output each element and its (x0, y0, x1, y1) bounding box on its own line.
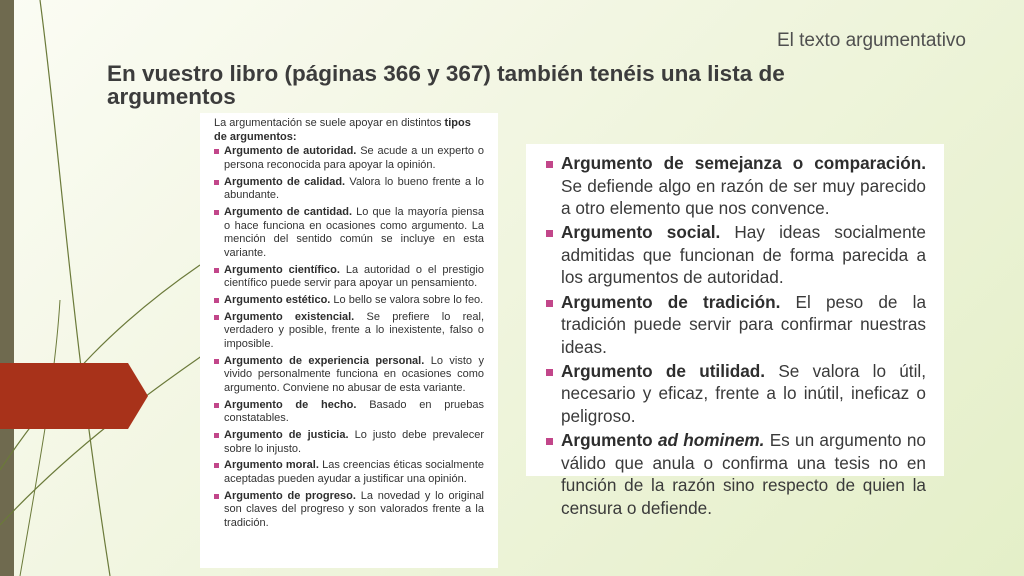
bullet-icon (214, 210, 219, 215)
argument-term: Argumento de semejanza o comparación. (561, 153, 926, 173)
bullet-icon (546, 438, 553, 445)
list-item (214, 459, 484, 486)
left-argument-list (214, 145, 484, 530)
list-item (214, 145, 484, 172)
bullet-icon (214, 433, 219, 438)
argument-description: Se valora lo útil, necesario y eficaz, frente a lo inútil, ineficaz o peligroso. (561, 360, 926, 427)
bullet-icon (214, 359, 219, 364)
list-item (214, 294, 484, 308)
argument-description: Las creencias éticas socialmente aceptadas pueden ayudar a justificar una opinión. (224, 459, 484, 485)
bullet-icon (546, 369, 553, 376)
argument-term: Argumento (561, 430, 658, 451)
bullet-icon (546, 300, 553, 307)
bullet-icon (214, 463, 219, 468)
argument-description: Lo justo debe prevalecer sobre lo injusto. (224, 428, 484, 455)
argument-types-image-left (200, 113, 498, 568)
slide-subtitle: El texto argumentativo (776, 30, 966, 51)
argument-description: Lo visto y vivido personalmente funciona en ocasiones como argumento. Conviene no abusar de esta variante. (224, 354, 484, 394)
argument-description: Lo bello se valora sobre lo feo. (330, 293, 484, 306)
argument-term: Argumento de autoridad. (224, 145, 357, 158)
list-item (214, 355, 484, 396)
list-item (546, 221, 926, 289)
argument-description: La novedad y lo original son claves del progreso y son valorados frente a la tradición. (224, 489, 485, 529)
list-item (214, 264, 484, 291)
argument-description: Se prefiere lo real, verdadero y posible, frente a lo inexistente, falso o imposible. (224, 310, 484, 350)
argument-description: Hay ideas socialmente admitidas que funcionan de forma parecida a los argumentos de autoridad. (561, 222, 926, 288)
bullet-icon (214, 315, 219, 320)
red-arrow-marker (0, 363, 148, 429)
argument-description: Valora lo bueno frente a lo abundante. (224, 175, 484, 202)
argument-term: Argumento científico. (224, 263, 340, 276)
argument-term: Argumento social. (561, 222, 721, 243)
argument-term: Argumento de hecho. (224, 398, 357, 411)
bullet-icon (214, 180, 219, 185)
list-item (214, 311, 484, 352)
argument-description: Se acude a un experto o persona reconocida para apoyar la opinión. (224, 145, 484, 171)
argument-term: Argumento de tradición. (561, 291, 781, 312)
list-item (546, 152, 926, 220)
argument-description: Lo que la mayoría piensa o hace funciona en ocasiones como argumento. La mención del sentido común se incluye en esta variante. (224, 205, 484, 259)
list-item (214, 176, 484, 203)
argument-types-image-right (526, 144, 944, 518)
argument-term: Argumento de progreso. (224, 489, 356, 502)
intro-bold: tipos de argumentos: (214, 117, 471, 143)
list-item (546, 429, 926, 519)
list-item (214, 206, 484, 260)
list-item (214, 429, 484, 456)
argument-term: Argumento de cantidad. (224, 205, 353, 218)
list-item (214, 399, 484, 426)
argument-term: Argumento moral. (224, 459, 319, 472)
argument-term: Argumento de experiencia personal. (224, 354, 425, 367)
bullet-icon (214, 298, 219, 303)
list-item (214, 490, 484, 531)
bullet-icon (546, 230, 553, 237)
right-argument-list (546, 152, 926, 520)
bullet-icon (546, 161, 553, 168)
argument-term: Argumento de justicia. (224, 428, 349, 441)
argument-term: Argumento existencial. (224, 310, 355, 323)
argument-description: La autoridad o el prestigio científico puede servir para apoyar un pensamiento. (224, 263, 484, 290)
argument-term: Argumento de calidad. (224, 175, 346, 188)
list-item (546, 291, 926, 359)
bullet-icon (214, 149, 219, 154)
slide-title: En vuestro libro (páginas 366 y 367) también tenéis una lista de argumentos (107, 61, 785, 109)
argument-description: El peso de la tradición puede servir para confirmar nuestras ideas. (561, 291, 927, 357)
argument-term: Argumento estético. (224, 293, 331, 306)
list-item (546, 360, 926, 428)
bullet-icon (214, 403, 219, 408)
bullet-icon (214, 494, 219, 499)
argument-description: Es un argumento no válido que anula o confirma una tesis no en función de la razón sino respecto de quien la censura o defiende. (561, 430, 926, 518)
intro-paragraph (214, 117, 484, 144)
bullet-icon (214, 268, 219, 273)
argument-description: Basado en pruebas constatables. (224, 398, 484, 425)
argument-description: Se defiende algo en razón de ser muy parecido a otro elemento que nos convence. (561, 175, 926, 219)
intro-text: La argumentación se suele apoyar en distintos (214, 117, 445, 129)
argument-term-italic: ad hominem. (657, 430, 765, 451)
argument-term: Argumento de utilidad. (561, 360, 766, 381)
